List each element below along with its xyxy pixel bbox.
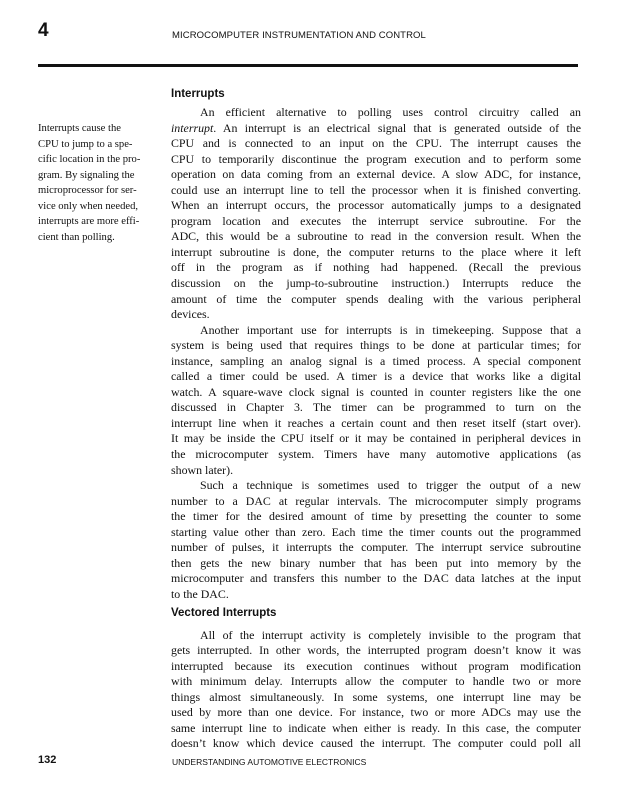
text-line: with minimum delay. Interrupts allow the computer to handle two or more (171, 674, 581, 689)
margin-note-line: interrupts are more effi- (38, 216, 140, 227)
text-line: shown later). (171, 462, 234, 477)
margin-note-line: Interrupts cause the (38, 123, 121, 134)
text-line: interrupt subroutine is done, the computer returns to the place where it left (171, 244, 581, 259)
text-line: starting value other than zero. Each time the timer counts out the programmed (171, 524, 581, 539)
text-line: the microcomputer system. Timers have many automotive applications (as (171, 447, 581, 462)
text-line: system is being used that requires things to be done at particular times; for (171, 338, 581, 353)
page-number: 132 (38, 754, 57, 766)
text-line: discussion on the jump-to-subroutine instruction.) Interrupts reduce the (171, 276, 581, 291)
text-line: number to a DAC at regular intervals. The microcomputer simply programs (171, 493, 581, 508)
main-text-column (171, 87, 581, 752)
text-line: CPU and is connected to an input on the CPU. The interrupt causes the (171, 136, 581, 151)
text-line: used by more than one device. For instance, two or more ADCs may use the (171, 705, 581, 720)
text-line: things almost simultaneously. In some systems, one interrupt line may be (171, 689, 581, 704)
text-line: instance, sampling an analog signal is a timed process. A special component (171, 353, 581, 368)
text-line: operation on data coming from an external device. A slow ADC, for instance, (171, 167, 581, 182)
text-line: ADC, this would be a subroutine to read in the conversion result. When the (171, 229, 581, 244)
text-line: amount of time the computer spends dealing with the various peripheral (171, 291, 581, 306)
margin-note (38, 121, 160, 245)
paragraph (171, 323, 581, 478)
text-line: watch. A square-wave clock signal is counted in counter registers like the one (171, 384, 581, 399)
chapter-number: 4 (38, 20, 49, 41)
text-line: program location and executes the interrupt service subroutine. For the (171, 213, 581, 228)
text-line: number of pulses, it interrupts the computer. The interrupt service subroutine (171, 540, 581, 555)
text-line: doesn’t know which device caused the interrupt. The computer could poll all (171, 736, 581, 751)
running-title: MICROCOMPUTER INSTRUMENTATION AND CONTROL (172, 30, 426, 41)
header-rule (38, 64, 578, 67)
text-line: All of the interrupt activity is completely invisible to the program that (200, 627, 581, 642)
text-line: gets interrupted. In other words, the interrupted program doesn’t know it was (171, 643, 581, 658)
text-line: It may be inside the CPU itself or it may be contained in peripheral devices in (171, 431, 581, 446)
text-line: discussed in Chapter 3. The timer can be programmed to turn on the (171, 400, 581, 415)
paragraph (171, 478, 581, 602)
section-heading-vectored-interrupts: Vectored Interrupts (171, 606, 277, 619)
text-line: interrupt line when it reaches a certain count and then reset itself (start over). (171, 415, 581, 430)
margin-note-line: cific location in the pro- (38, 154, 141, 165)
text-line: called a timer could be used. A timer is a device that works like a digital (171, 369, 581, 384)
section-heading-interrupts: Interrupts (171, 88, 225, 100)
defined-term: interrupt (171, 120, 214, 135)
margin-note-line: cient than polling. (38, 231, 115, 243)
paragraph (171, 105, 581, 323)
text-line: could use an interrupt line to tell the processor when it is finished converting. (171, 182, 581, 197)
text-line: off in the program as if nothing had happened. (Recall the previous (171, 260, 581, 275)
text-line: Another important use for interrupts is in timekeeping. Suppose that a (200, 322, 581, 337)
book-title: UNDERSTANDING AUTOMOTIVE ELECTRONICS (172, 757, 367, 767)
text-line: An efficient alternative to polling uses control circuitry called an (200, 105, 581, 119)
text-line: then gets the new binary number that has been put into memory by the (171, 555, 581, 570)
text-line: When an interrupt occurs, the processor automatically jumps to a designated (171, 198, 581, 213)
text-line: same interrupt line to indicate when either is ready. In this case, the computer (171, 720, 581, 735)
text-line: the timer for the desired amount of time by presetting the counter to some (171, 509, 581, 524)
text-line: interrupt. An interrupt is an electrical signal that is generated outside of the (171, 120, 581, 135)
text-line: Such a technique is sometimes used to trigger the output of a new (200, 478, 581, 493)
margin-note-line: microprocessor for ser- (38, 185, 137, 196)
margin-note-line: gram. By signaling the (38, 169, 135, 181)
text-line: to the DAC. (171, 586, 229, 601)
text-line: microcomputer and transfers this number to the DAC data latches at the input (171, 571, 581, 586)
text-line: CPU to temporarily discontinue the program execution and to perform some (171, 151, 581, 166)
text-line: interrupted because its execution continues without program modification (171, 658, 581, 673)
margin-note-line: vice only when needed, (38, 200, 139, 212)
text-line: devices. (171, 307, 210, 322)
paragraph (171, 628, 581, 752)
margin-note-line: CPU to jump to a spe- (38, 138, 133, 150)
